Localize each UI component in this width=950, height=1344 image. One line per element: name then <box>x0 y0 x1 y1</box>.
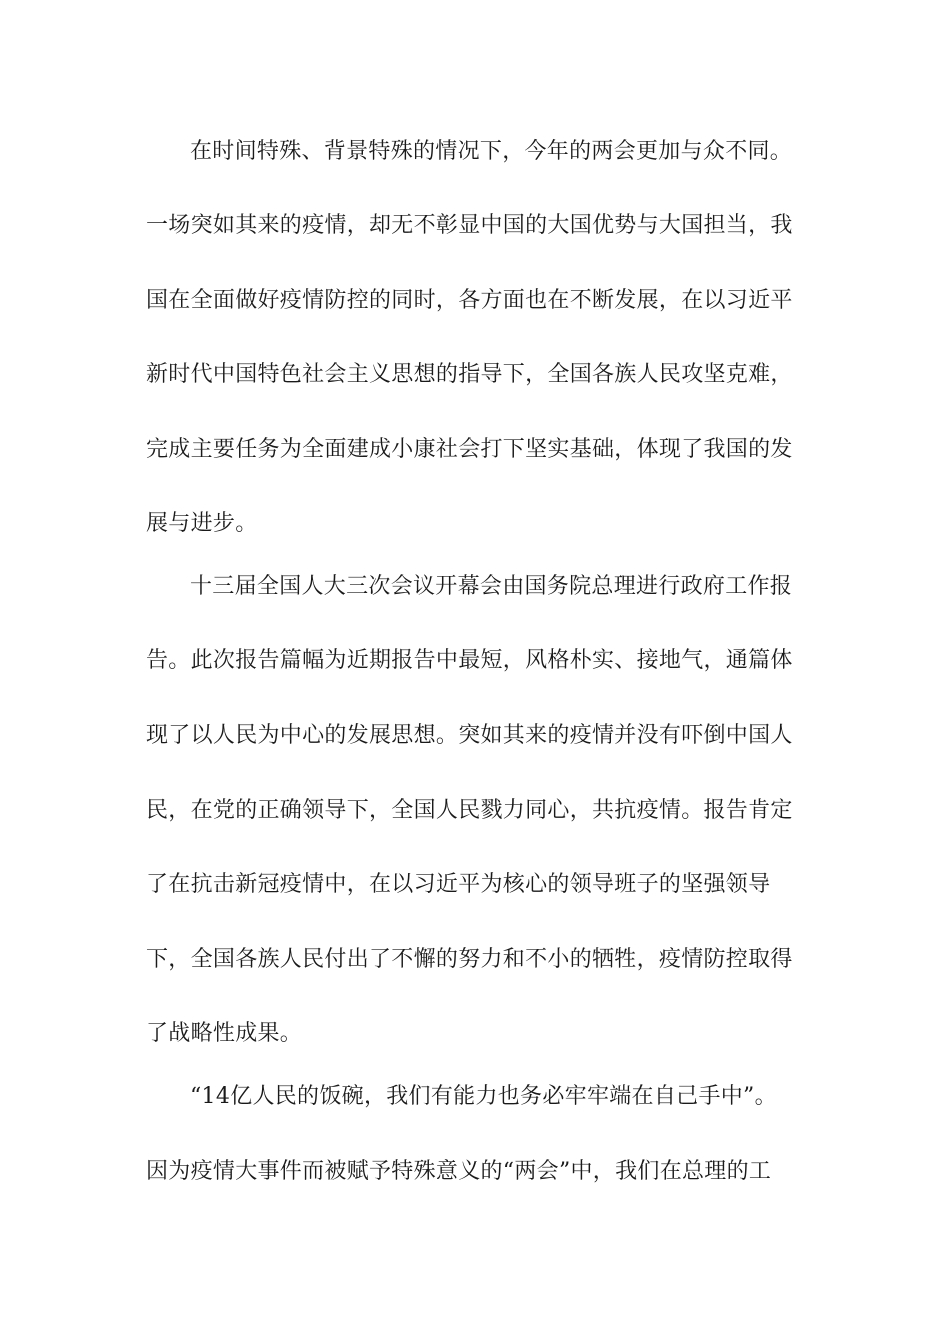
paragraph-2-line-7: 了战略性成果。 <box>146 1021 303 1046</box>
paragraph-1-line-4: 新时代中国特色社会主义思想的指导下，全国各族人民攻坚克难， <box>146 362 793 387</box>
paragraph-1-line-2: 一场突如其来的疫情，却无不彰显中国的大国优势与大国担当，我 <box>146 213 793 238</box>
paragraph-2-line-2: 告。此次报告篇幅为近期报告中最短，风格朴实、接地气，通篇体 <box>146 648 793 673</box>
paragraph-2-line-6: 下，全国各族人民付出了不懈的努力和不小的牺牲，疫情防控取得 <box>146 947 793 972</box>
paragraph-1-line-1: 在时间特殊、背景特殊的情况下，今年的两会更加与众不同。 <box>190 139 793 164</box>
paragraph-2-line-3: 现了以人民为中心的发展思想。突如其来的疫情并没有吓倒中国人 <box>146 723 793 748</box>
paragraph-3-line-1: “14亿人民的饭碗，我们有能力也务必牢牢端在自己手中”。 <box>190 1084 777 1109</box>
paragraph-2-line-5: 了在抗击新冠疫情中，在以习近平为核心的领导班子的坚强领导 <box>146 872 771 897</box>
paragraph-1-line-3: 国在全面做好疫情防控的同时，各方面也在不断发展，在以习近平 <box>146 288 793 313</box>
paragraph-3-line-2: 因为疫情大事件而被赋予特殊意义的“两会”中，我们在总理的工 <box>146 1159 772 1184</box>
paragraph-2-line-4: 民，在党的正确领导下，全国人民戮力同心，共抗疫情。报告肯定 <box>146 798 793 823</box>
paragraph-1-line-5: 完成主要任务为全面建成小康社会打下坚实基础，体现了我国的发 <box>146 437 793 462</box>
paragraph-1-line-6: 展与进步。 <box>146 511 258 536</box>
paragraph-2-line-1: 十三届全国人大三次会议开幕会由国务院总理进行政府工作报 <box>190 574 793 599</box>
